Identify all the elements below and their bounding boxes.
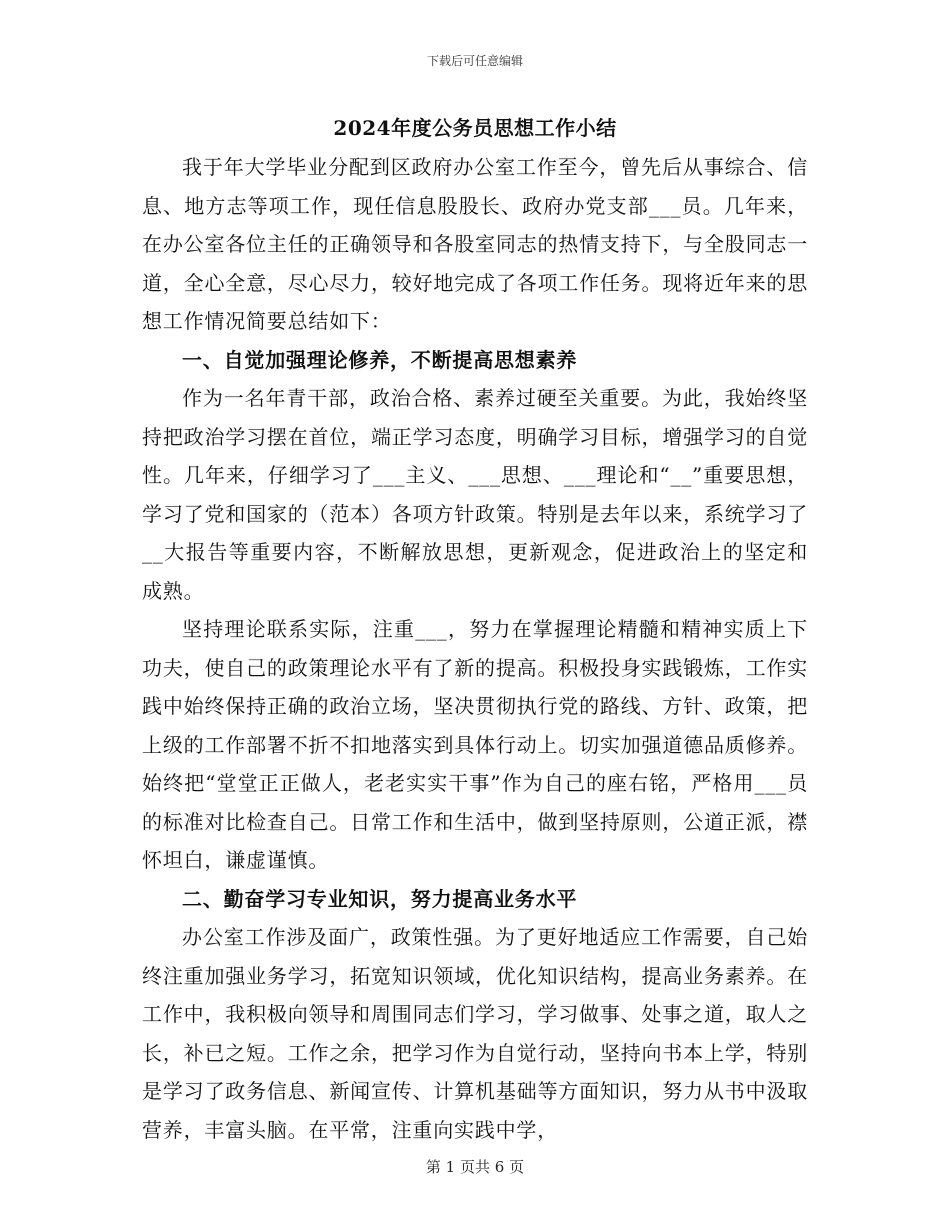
document-title: 2024年度公务员思想工作小结	[333, 116, 617, 140]
page-number-indicator: 第 1 页共 6 页	[425, 1158, 525, 1176]
intro-paragraph: 我于年大学毕业分配到区政府办公室工作至今，曾先后从事综合、信息、地方志等项工作，现任信息股股长、政府办党支部___员。几年来，在办公室各位主任的正确领导和各股室同志的热情支持下，与全股同志一道，全心全意，尽心尽力，较好地完成了各项工作任务。现将近年来的思想工作情况简要总结如下：	[142, 155, 808, 333]
section-1-paragraph-1: 作为一名年青干部，政治合格、素养过硬至关重要。为此，我始终坚持把政治学习摆在首位，端正学习态度，明确学习目标，增强学习的自觉性。几年来，仔细学习了___主义、___思想、___理论和“__”重要思想，学习了党和国家的（范本）各项方针政策。特别是去年以来，系统学习了__大报告等重要内容，不断解放思想，更新观念，促进政治上的坚定和成熟。	[142, 386, 808, 603]
page-header-note: 下载后可任意编辑	[426, 54, 523, 68]
section-2-heading: 二、勤奋学习专业知识，努力提高业务水平	[182, 886, 578, 911]
section-1-paragraph-2: 坚持理论联系实际，注重___，努力在掌握理论精髓和精神实质上下功夫，使自己的政策理论水平有了新的提高。积极投身实践锻炼，工作实践中始终保持正确的政治立场，坚决贯彻执行党的路线、方针、政策，把上级的工作部署不折不扣地落实到具体行动上。切实加强道德品质修养。始终把“堂堂正正做人，老老实实干事”作为自己的座右铭，严格用___员的标准对比检查自己。日常工作和生活中，做到坚持原则，公道正派，襟怀坦白，谦虚谨慎。	[142, 617, 808, 872]
document-body	[142, 108, 808, 1149]
section-2-paragraph-1: 办公室工作涉及面广，政策性强。为了更好地适应工作需要，自己始终注重加强业务学习，拓宽知识领域，优化知识结构，提高业务素养。在工作中，我积极向领导和周围同志们学习，学习做事、处事之道，取人之长，补已之短。工作之余，把学习作为自觉行动，坚持向书本上学，特别是学习了政务信息、新闻宣传、计算机基础等方面知识，努力从书中汲取营养，丰富头脑。在平常，注重向实践中学，	[142, 925, 808, 1142]
section-1-heading: 一、自觉加强理论修养，不断提高思想素养	[182, 347, 578, 372]
